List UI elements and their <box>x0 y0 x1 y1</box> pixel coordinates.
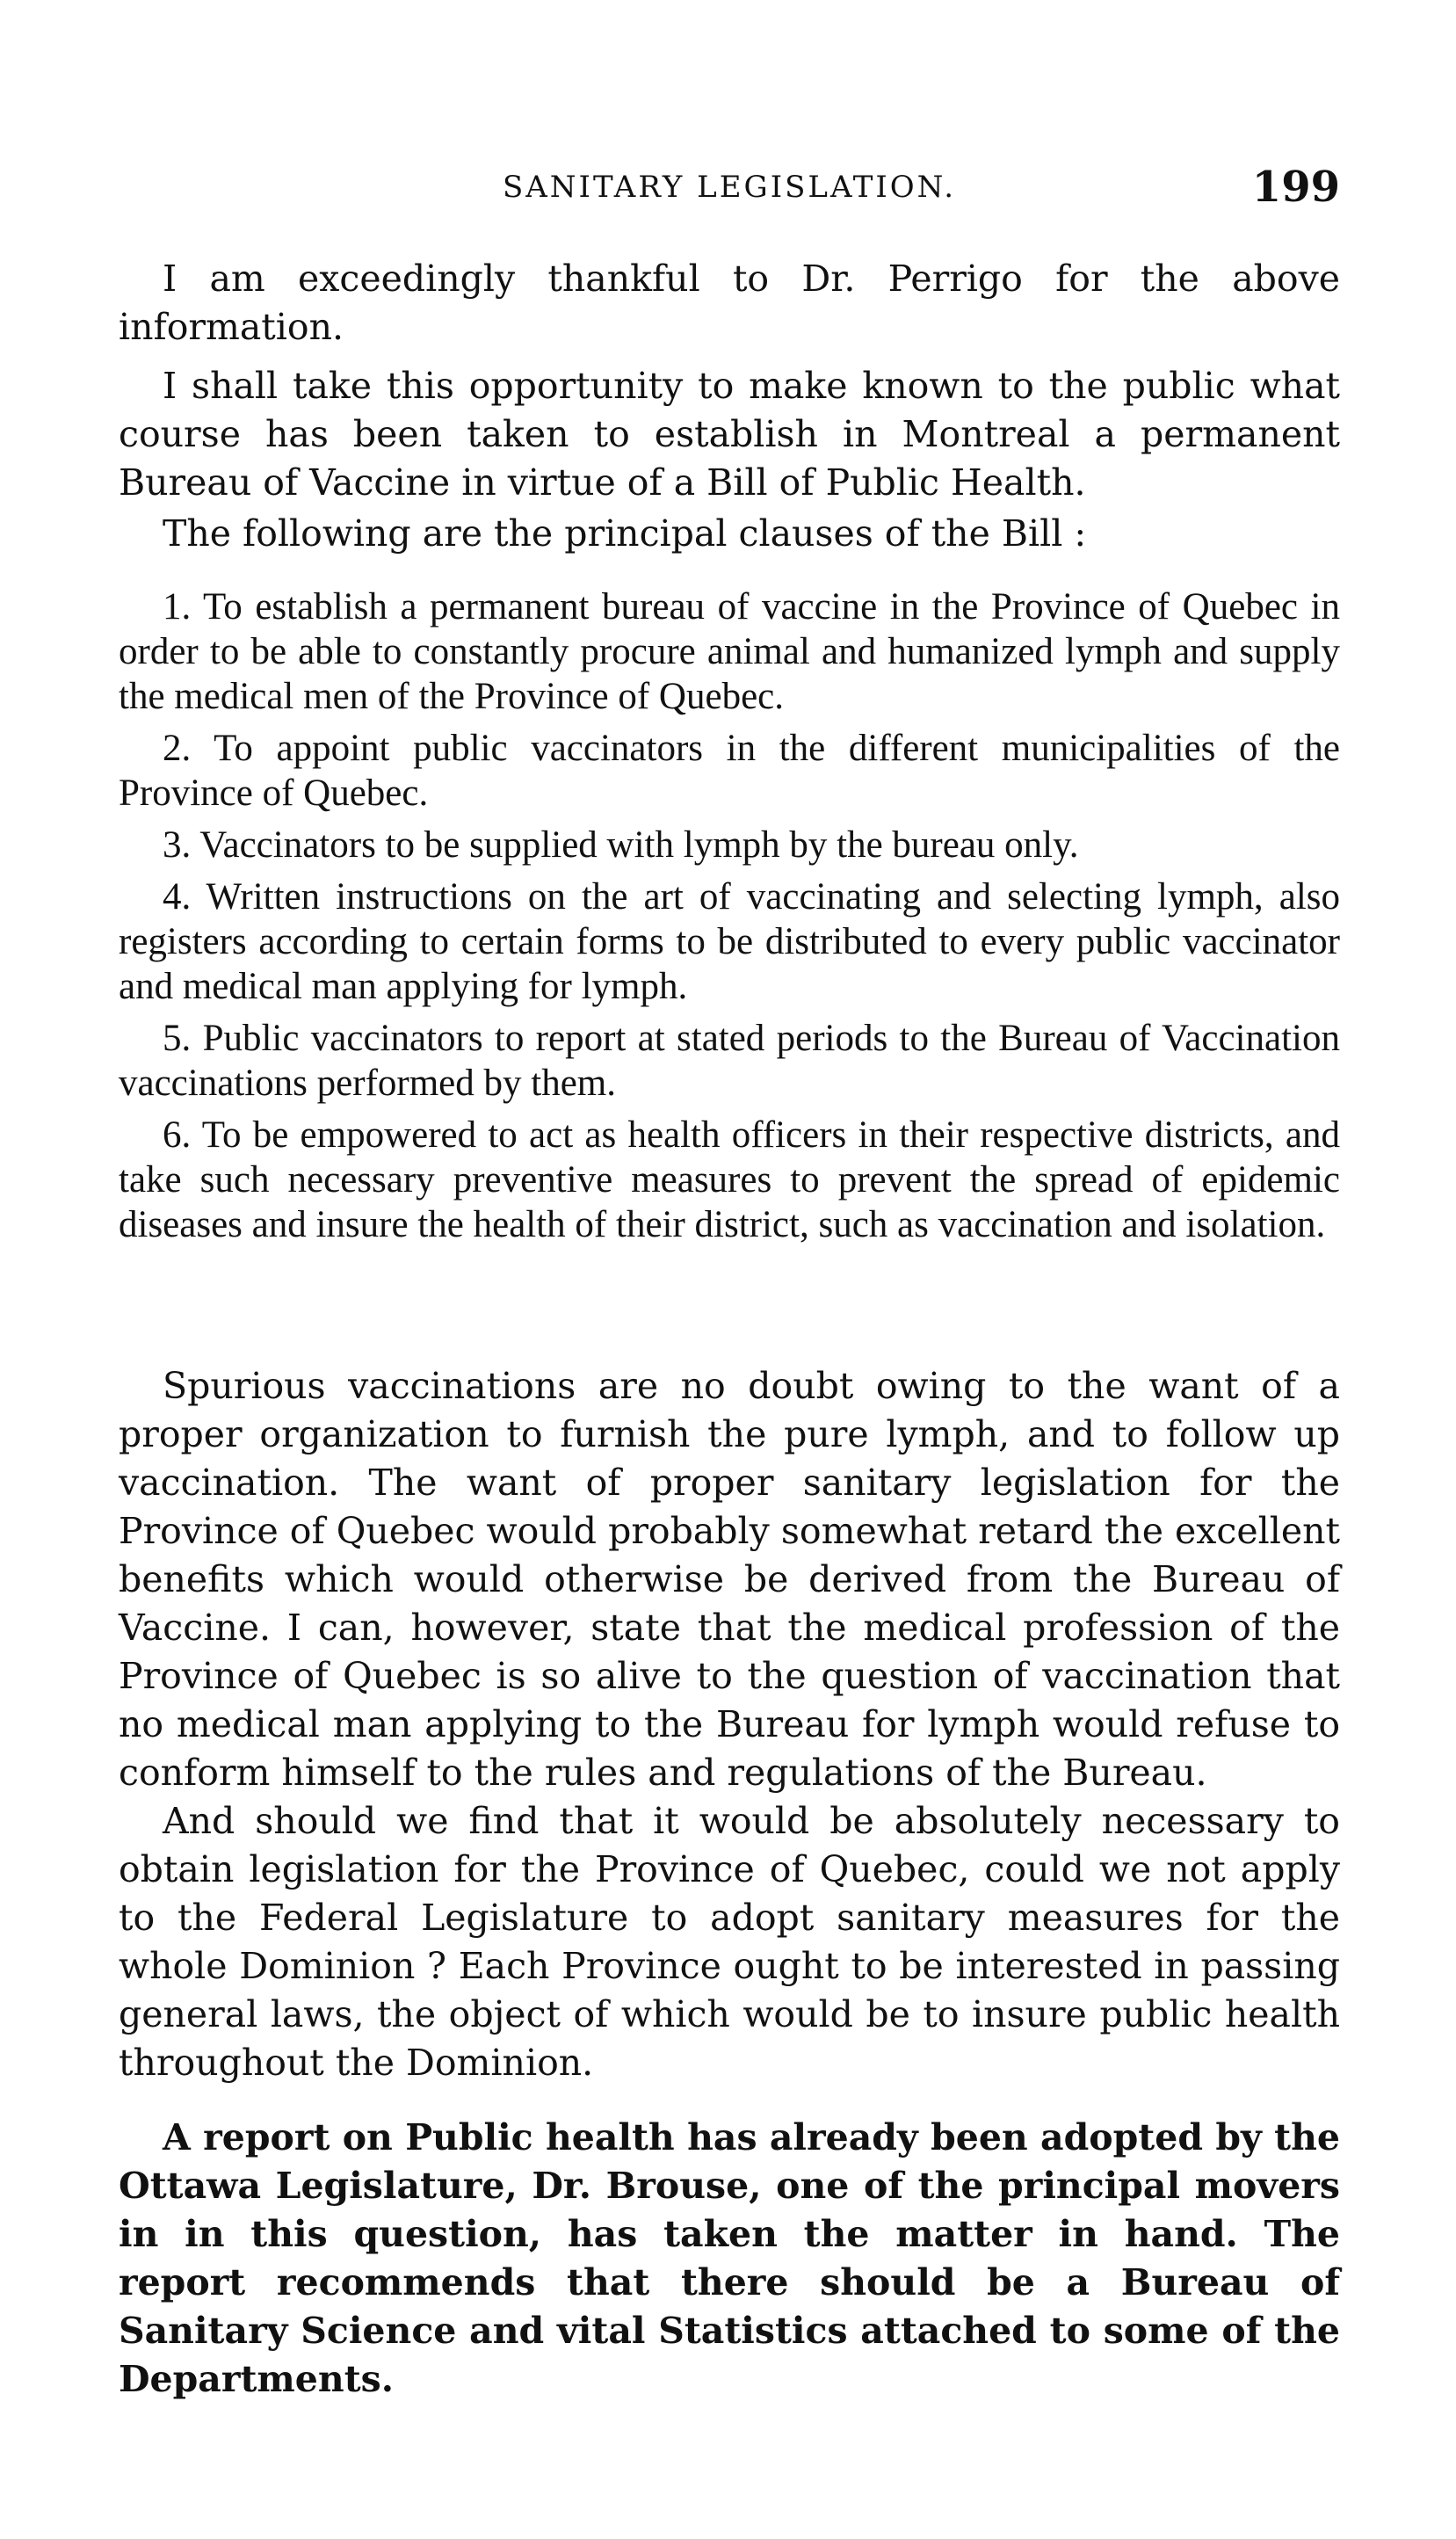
list-item: 6. To be empowered to act as health officers in their respective districts, and take such necessary preventive measures to prevent the spread of epidemic diseases and insure the health of their district, such as vaccination and isolation. <box>119 1114 1340 1245</box>
paragraph: I am exceedingly thankful to Dr. Perrigo for the above information. <box>119 258 1340 348</box>
paragraph: A report on Public health has already been adopted by the Ottawa Legislature, Dr. Brouse, one of the principal movers in in this question, has taken the matter in hand. The report recommends that there should be a Bureau of Sanitary Science and vital Statistics attached to some of the Departments. <box>119 2116 1340 2400</box>
paragraph: Spurious vaccinations are no doubt owing to the want of a proper organization to furnish the pure lymph, and to follow up vaccination. The want of proper sanitary legislation for the Province of Quebec would probably somewhat retard the excellent benefits which would otherwise be derived from the Bureau of Vaccine. I can, however, state that the medical profession of the Province of Quebec is so alive to the question of vaccination that no medical man applying to the Bureau for lymph would refuse to conform himself to the rules and regulations of the Bureau. <box>119 1365 1340 1794</box>
list-item: 4. Written instructions on the art of vaccinating and selecting lymph, also registers according to certain forms to be distributed to every public vaccinator and medical man applying for lymph. <box>119 876 1340 1007</box>
clauses-intro <box>119 510 1340 558</box>
list-item: 5. Public vaccinators to report at stated periods to the Bureau of Vaccination vaccinations performed by them. <box>119 1018 1340 1104</box>
page-header <box>119 163 1340 215</box>
list-item: 3. Vaccinators to be supplied with lymph by the bureau only. <box>163 824 1079 866</box>
final-paragraph <box>119 2114 1340 2404</box>
body-paragraphs <box>119 1362 1340 2087</box>
bill-clauses-list <box>119 584 1340 1254</box>
intro-paragraphs <box>119 255 1340 507</box>
paragraph: And should we find that it would be absolutely necessary to obtain legislation for the Province of Quebec, could we not apply to the Federal Legislature to adopt sanitary measures for the whole Dominion ? Each Province ought to be interested in passing general laws, the object of which would be to insure public health throughout the Dominion. <box>119 1800 1340 2084</box>
clauses-intro-text: The following are the principal clauses of the Bill : <box>163 512 1087 555</box>
paragraph: I shall take this opportunity to make known to the public what course has been taken to establish in Montreal a permanent Bureau of Vaccine in virtue of a Bill of Public Health. <box>119 365 1340 504</box>
running-head: SANITARY LEGISLATION. <box>502 170 957 205</box>
list-item: 1. To establish a permanent bureau of vaccine in the Province of Quebec in order to be able to constantly procure animal and humanized lymph and supply the medical men of the Province of Quebec. <box>119 586 1340 717</box>
list-item: 2. To appoint public vaccinators in the different municipalities of the Province of Quebec. <box>119 728 1340 814</box>
page-number: 199 <box>1251 163 1340 212</box>
